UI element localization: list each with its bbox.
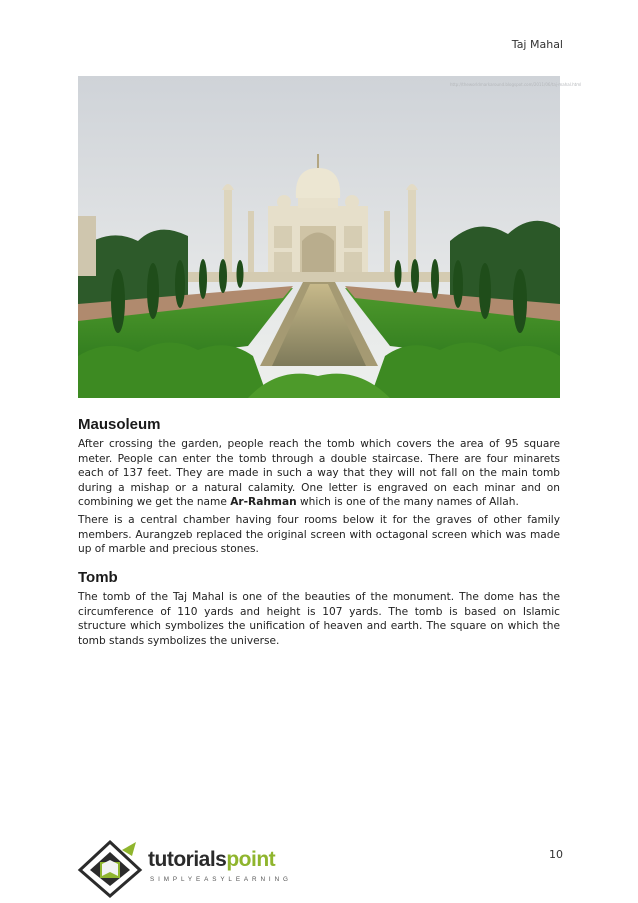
svg-text:http://theworldmarkaround.blog: http://theworldmarkaround.blogspot.com/2011/06/taj-mahal.html xyxy=(450,82,582,87)
mausoleum-paragraph-2: There is a central chamber having four rooms below it for the graves of other family members. Aurangzeb replaced the original screen with octagonal screen which was made up of marble and precious stones. xyxy=(78,514,560,556)
logo-word-b: point xyxy=(226,848,276,871)
logo-wordmark xyxy=(148,848,275,872)
mausoleum-p1-bold: Ar-Rahman xyxy=(230,496,297,509)
page-number: 10 xyxy=(549,848,563,861)
tutorialspoint-logo xyxy=(78,840,308,898)
running-header: Taj Mahal xyxy=(511,38,563,51)
mausoleum-paragraph-1 xyxy=(78,437,560,510)
section-heading-mausoleum: Mausoleum xyxy=(78,416,161,433)
section-heading-tomb: Tomb xyxy=(78,569,118,586)
logo-word-a: tutorials xyxy=(148,848,227,871)
logo-tagline: SIMPLYEASYLEARNING xyxy=(150,876,292,883)
mausoleum-p1-text-a: After crossing the garden, people reach the tomb which covers the area of 95 square meter. People can enter the tomb through a double staircase. There are four minarets each of 137 feet. They are made in such a way that they will not fall on the main tomb during a mishap or a natural calamity. One letter is engraved on each minar and on combining we get the name xyxy=(78,438,560,509)
taj-mahal-photo xyxy=(78,76,582,398)
tomb-paragraph-1: The tomb of the Taj Mahal is one of the beauties of the monument. The dome has the circumference of 110 yards and height is 107 yards. The tomb is based on Islamic structure which symbolizes the unification of heaven and earth. The square on which the tomb stands symbolizes the universe. xyxy=(78,591,560,647)
logo-emblem-icon xyxy=(78,840,144,898)
mausoleum-p1-text-b: which is one of the many names of Allah. xyxy=(296,496,519,509)
